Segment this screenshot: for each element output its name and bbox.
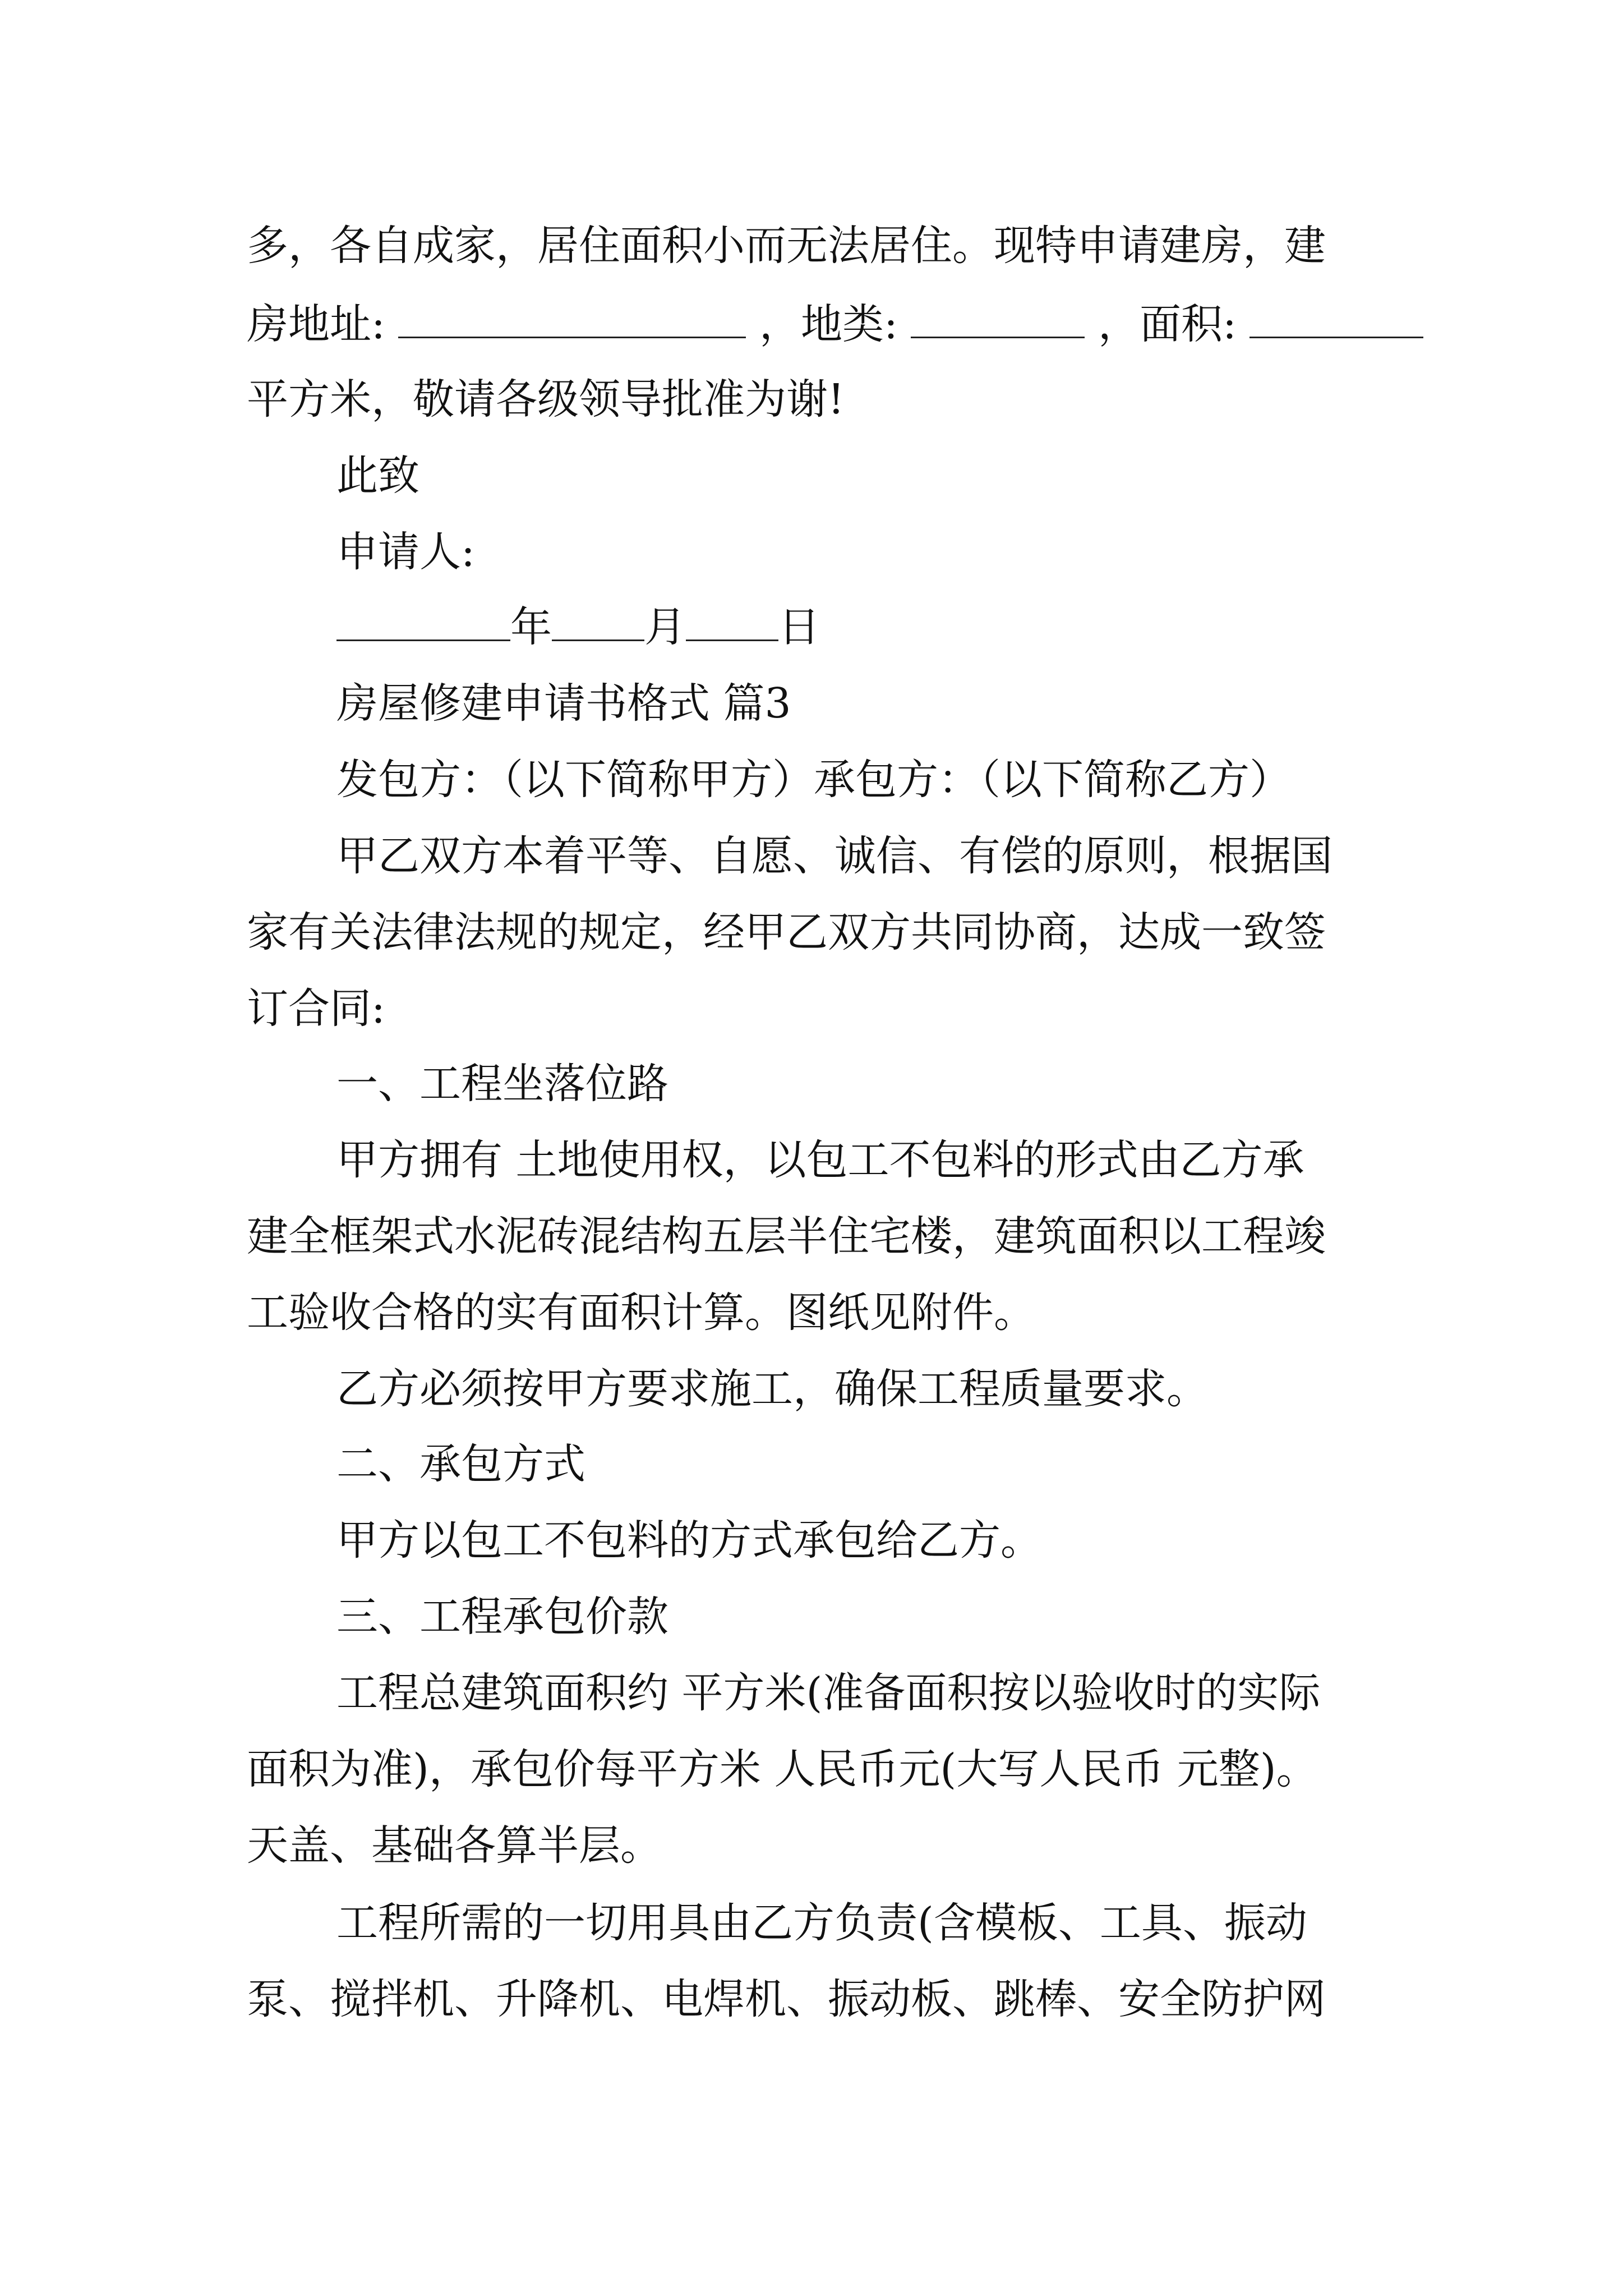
item3-text-line2: 面积为准)，承包价每平方米 人民币元(大写人民币 元整)。 [247, 1745, 1318, 1793]
parties-line: 发包方：（以下简称甲方）承包方：（以下简称乙方） [336, 756, 1291, 804]
month-label: 月 [644, 603, 686, 651]
area-label: ，面积: [1098, 300, 1237, 348]
month-blank [552, 606, 644, 641]
area-blank [1249, 303, 1423, 338]
closing-salutation: 此致 [336, 452, 419, 500]
section-title: 房屋修建申请书格式 篇3 [336, 679, 791, 728]
day-blank [686, 606, 778, 641]
item2-text: 甲方以包工不包料的方式承包给乙方。 [336, 1516, 1042, 1565]
item3-text-line1: 工程总建筑面积约 平方米(准备面积按以验收时的实际 [336, 1669, 1321, 1717]
day-label: 日 [778, 603, 820, 651]
intro-line2: 家有关法律法规的规定，经甲乙双方共同协商，达成一致签 [247, 908, 1326, 956]
paragraph-a-line3: 平方米，敬请各级领导批准为谢! [247, 375, 845, 424]
land-type-blank [911, 303, 1085, 338]
tools-text-line2: 泵、搅拌机、升降机、电焊机、振动板、跳棒、安全防护网 [247, 1975, 1326, 2023]
year-blank [336, 606, 510, 641]
paragraph-a-line2 [247, 297, 1391, 351]
item2-heading: 二、承包方式 [336, 1440, 585, 1488]
item3-heading: 三、工程承包价款 [336, 1593, 668, 1641]
tools-text-line1: 工程所需的一切用具由乙方负责(含模板、工具、振动 [336, 1899, 1307, 1947]
item1-text-line2: 建全框架式水泥砖混结构五层半住宅楼，建筑面积以工程竣 [247, 1212, 1326, 1260]
item3-text-line3: 天盖、基础各算半层。 [247, 1821, 662, 1870]
intro-line1: 甲乙双方本着平等、自愿、诚信、有偿的原则，根据国 [336, 832, 1332, 880]
applicant-label: 申请人: [336, 528, 475, 576]
date-line [336, 600, 1481, 654]
item1-quality: 乙方必须按甲方要求施工，确保工程质量要求。 [336, 1365, 1208, 1413]
year-label: 年 [510, 603, 552, 651]
intro-line3: 订合同: [247, 984, 385, 1033]
address-blank [398, 303, 746, 338]
item1-text-line3: 工验收合格的实有面积计算。图纸见附件。 [247, 1289, 1035, 1337]
item1-heading: 一、工程坐落位路 [336, 1060, 668, 1108]
address-label: 房地址: [247, 300, 385, 348]
item1-text-line1: 甲方拥有 土地使用权，以包工不包料的形式由乙方承 [336, 1136, 1304, 1184]
land-type-label: ，地类: [759, 300, 898, 348]
paragraph-a-line1: 多，各自成家，居住面积小而无法居住。现特申请建房，建 [247, 222, 1326, 270]
